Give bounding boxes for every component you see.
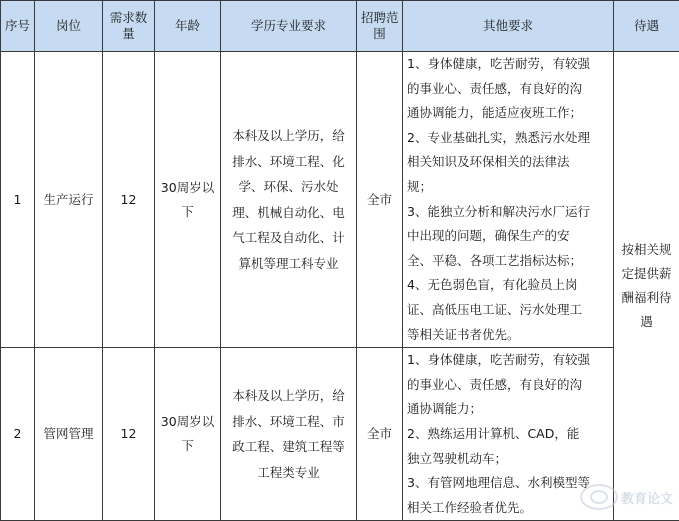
cell-education-line: 排水、环境工程、市	[225, 409, 352, 435]
table-row	[1, 348, 679, 521]
cell-age	[155, 52, 221, 348]
table-row	[1, 52, 679, 348]
cell-education-line: 本科及以上学历，给	[225, 123, 352, 149]
requirement-line: 2、熟练运用计算机、CAD，能	[407, 422, 609, 447]
header-benefit: 待遇	[614, 1, 679, 52]
requirement-line: 3、有管网地理信息、水利模型等	[407, 471, 609, 496]
requirement-line: 全、平稳、各项工艺指标达标；	[407, 249, 609, 274]
cell-age-line: 30周岁以	[159, 410, 216, 434]
cell-position: 生产运行	[35, 52, 103, 348]
requirement-line: 1、身体健康，吃苦耐劳，有较强	[407, 348, 609, 373]
requirement-line: 4、无色弱色盲，有化验员上岗	[407, 273, 609, 298]
requirement-line: 通协调能力；	[407, 397, 609, 422]
requirement-line: 1、身体健康，吃苦耐劳，有较强	[407, 52, 609, 77]
cell-count: 12	[103, 52, 155, 348]
requirement-line: 中出现的问题，确保生产的安	[407, 224, 609, 249]
header-scope-line: 招聘范	[361, 10, 398, 26]
header-count-line: 需求数	[107, 10, 150, 26]
header-age: 年龄	[155, 1, 221, 52]
header-count	[103, 1, 155, 52]
cell-age-line: 下	[159, 434, 216, 458]
requirement-line: 的事业心、责任感，有良好的沟	[407, 77, 609, 102]
cell-count: 12	[103, 348, 155, 521]
cell-seq: 1	[1, 52, 35, 348]
cell-education	[221, 348, 357, 521]
cell-education-line: 本科及以上学历，给	[225, 383, 352, 409]
requirement-line: 等相关证书者优先。	[407, 323, 609, 348]
header-seq: 序号	[1, 1, 35, 52]
cell-scope: 全市	[357, 348, 403, 521]
cell-other-requirements	[403, 52, 614, 348]
watermark-logo-icon	[580, 484, 618, 510]
requirement-line: 通协调能力，能适应夜班工作；	[407, 101, 609, 126]
benefit-line: 遇	[618, 310, 675, 334]
cell-seq: 2	[1, 348, 35, 521]
cell-age-line: 30周岁以	[159, 176, 216, 200]
benefit-line: 按相关规	[618, 238, 675, 262]
cell-age	[155, 348, 221, 521]
watermark	[580, 484, 673, 510]
requirement-line: 2、专业基础扎实，熟悉污水处理	[407, 126, 609, 151]
requirement-line: 独立驾驶机动车；	[407, 447, 609, 472]
header-scope-line: 围	[361, 26, 398, 42]
header-position: 岗位	[35, 1, 103, 52]
cell-education-line: 排水、环境工程、化	[225, 149, 352, 175]
cell-education-line: 学、环保、污水处	[225, 174, 352, 200]
requirement-line: 的事业心、责任感，有良好的沟	[407, 373, 609, 398]
cell-education	[221, 52, 357, 348]
benefit-line: 酬福利待	[618, 286, 675, 310]
cell-education-line: 理、机械自动化、电	[225, 200, 352, 226]
cell-age-line: 下	[159, 200, 216, 224]
requirement-line: 证、高低压电工证、污水处理工	[407, 298, 609, 323]
header-other: 其他要求	[403, 1, 614, 52]
watermark-text: 教育论文	[621, 488, 673, 507]
requirement-line: 相关知识及环保相关的法律法	[407, 150, 609, 175]
header-education: 学历专业要求	[221, 1, 357, 52]
header-row	[1, 1, 679, 52]
requirement-line: 3、能独立分析和解决污水厂运行	[407, 200, 609, 225]
cell-benefit	[614, 52, 679, 521]
cell-education-line: 气工程及自动化、计	[225, 225, 352, 251]
cell-scope: 全市	[357, 52, 403, 348]
requirement-line: 规；	[407, 175, 609, 200]
cell-position: 管网管理	[35, 348, 103, 521]
header-count-line: 量	[107, 26, 150, 42]
requirement-line: 相关工作经验者优先。	[407, 496, 609, 521]
header-scope	[357, 1, 403, 52]
benefit-line: 定提供薪	[618, 262, 675, 286]
cell-education-line: 政工程、建筑工程等	[225, 434, 352, 460]
cell-education-line: 工程类专业	[225, 460, 352, 486]
cell-education-line: 算机等理工科专业	[225, 251, 352, 277]
